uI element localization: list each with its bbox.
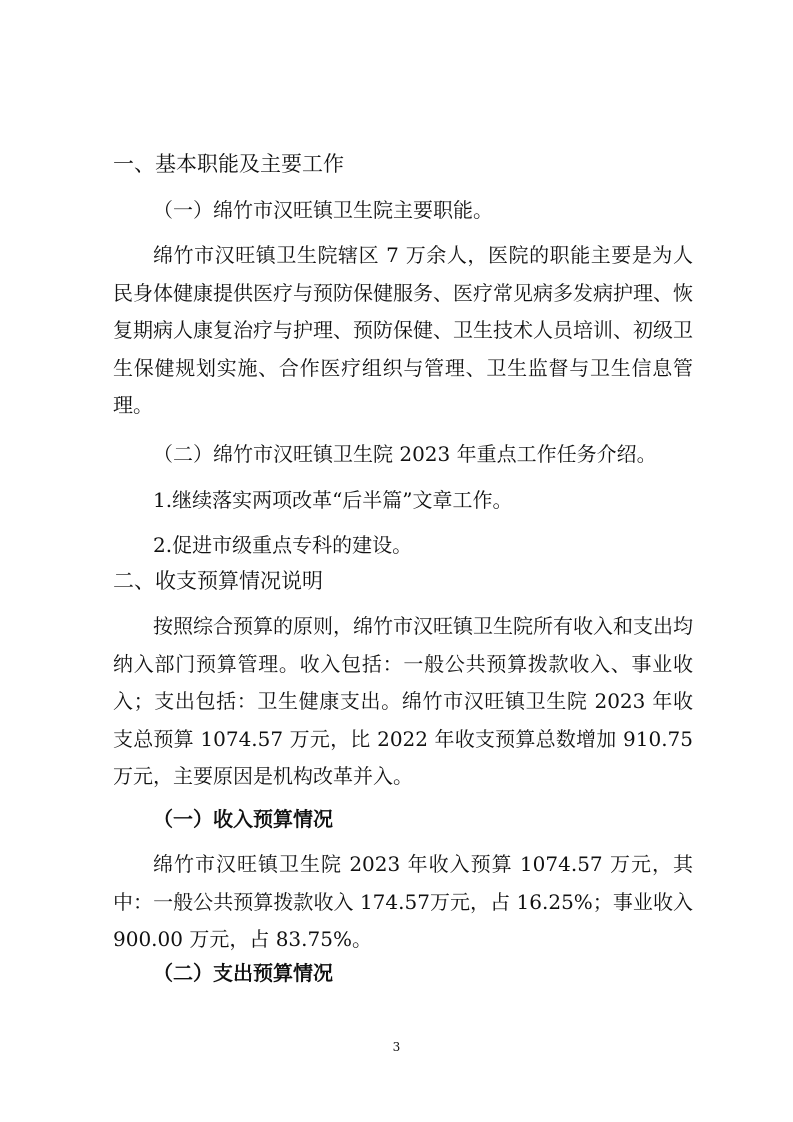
section-1-subheading-2: （二）绵竹市汉旺镇卫生院 2023 年重点工作任务介绍。 bbox=[153, 442, 657, 466]
section-2-heading: 二、收支预算情况说明 bbox=[113, 569, 323, 593]
page-number: 3 bbox=[392, 1040, 401, 1054]
section-1-heading: 一、基本职能及主要工作 bbox=[113, 152, 344, 176]
section-2-paragraph-1: 按照综合预算的原则，绵竹市汉旺镇卫生院所有收入和支出均纳入部门预算管理。收入包括：一般公共预算拨款收入、事业收入；支出包括：卫生健康支出。绵竹市汉旺镇卫生院 2023 年收支总预算 1074.57 万元，比 2022 年收支预算总数增加 910.75 万元，主要原因是机构改革并入。 bbox=[113, 614, 693, 788]
section-1-paragraph-1: 绵竹市汉旺镇卫生院辖区 7 万余人，医院的职能主要是为人民身体健康提供医疗与预防保健服务、医疗常见病多发病护理、恢复期病人康复治疗与护理、预防保健、卫生技术人员培训、初级卫生保健规划实施、合作医疗组织与管理、卫生监督与卫生信息管理。 bbox=[113, 243, 693, 417]
section-1-list-item-2: 2.促进市级重点专科的建设。 bbox=[153, 533, 413, 557]
section-2-paragraph-2: 绵竹市汉旺镇卫生院 2023 年收入预算 1074.57 万元，其中：一般公共预算拨款收入 174.57万元，占 16.25%；事业收入 900.00 万元，占 83.75%。 bbox=[113, 852, 693, 951]
section-1-list-item-1: 1.继续落实两项改革“后半篇”文章工作。 bbox=[153, 488, 513, 512]
section-2-subheading-2: （二）支出预算情况 bbox=[153, 961, 333, 985]
section-2-subheading-1: （一）收入预算情况 bbox=[153, 807, 333, 831]
section-1-subheading-1: （一）绵竹市汉旺镇卫生院主要职能。 bbox=[153, 198, 493, 222]
